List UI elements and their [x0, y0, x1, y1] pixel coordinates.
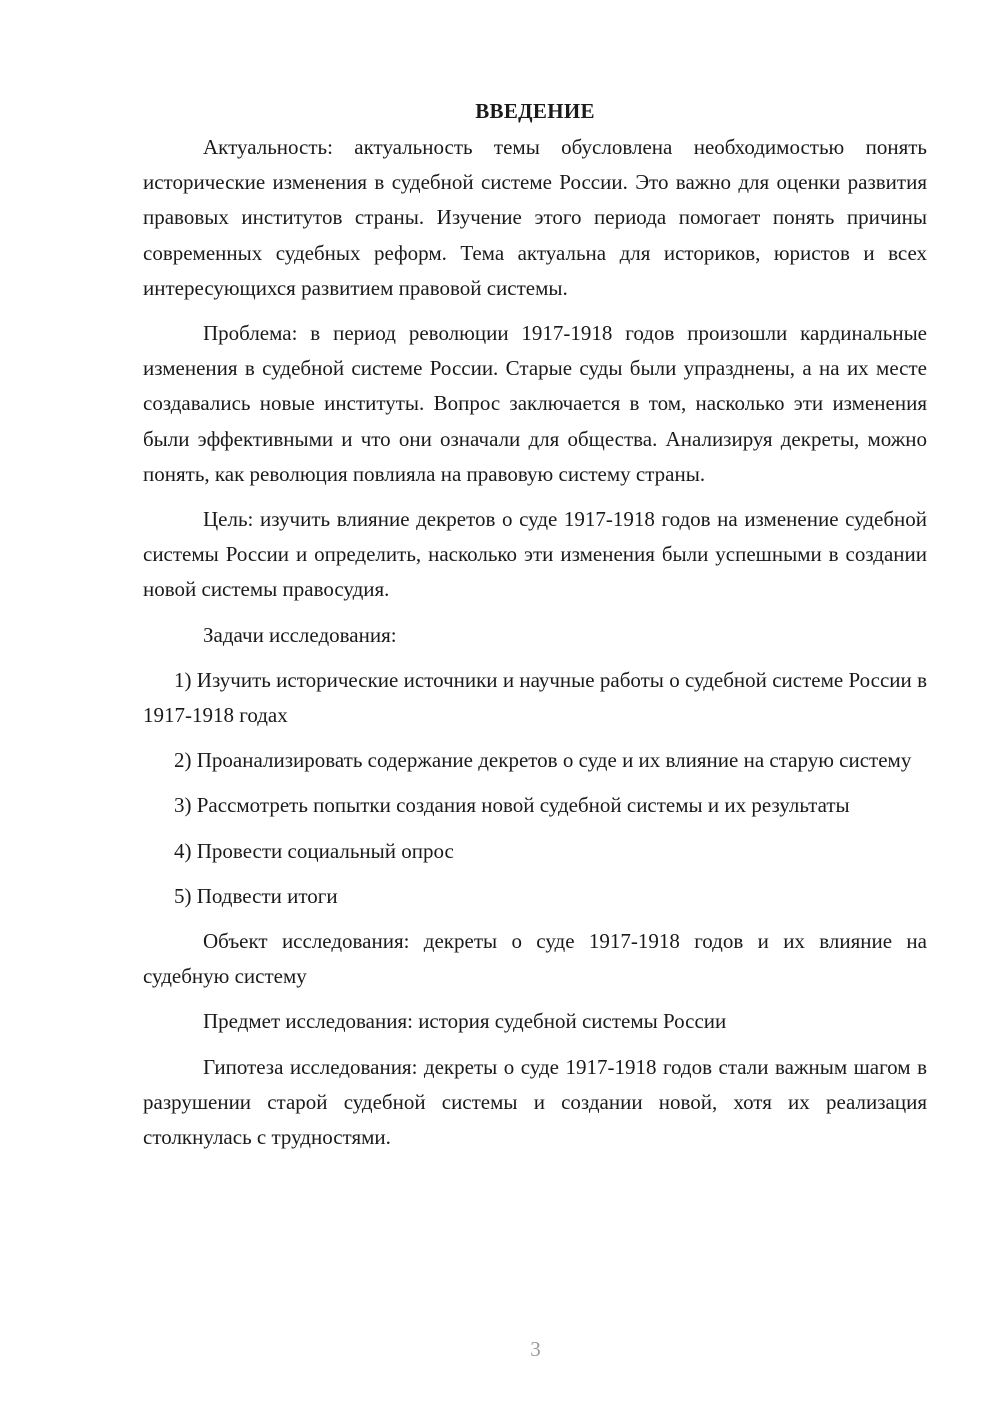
relevance-paragraph: Актуальность: актуальность темы обусловлена необходимостью понять исторические изменения в судебной системе России. Это важно для оценки развития правовых институтов страны. Изучение этого периода помогает понять причины современных судебных реформ. Тема актуальна для историков, юристов и всех интересующихся развитием правовой системы. [143, 135, 927, 300]
task-item-4: 4) Провести социальный опрос [174, 838, 454, 863]
problem-paragraph: Проблема: в период революции 1917-1918 годов произошли кардинальные изменения в судебной системе России. Старые суды были упразднены, а на их месте создавались новые институты. Вопрос заключается в том, насколько эти изменения были эффективными и что они означали для общества. Анализируя декреты, можно понять, как революция повлияла на правовую систему страны. [143, 321, 927, 486]
tasks-heading: Задачи исследования: [203, 622, 397, 647]
task-item-3: 3) Рассмотреть попытки создания новой судебной системы и их результаты [174, 793, 850, 818]
section-title: ВВЕДЕНИЕ [475, 99, 595, 123]
goal-paragraph: Цель: изучить влияние декретов о суде 1917-1918 годов на изменение судебной системы России и определить, насколько эти изменения были успешными в создании новой системы правосудия. [143, 507, 927, 602]
hypothesis-paragraph: Гипотеза исследования: декреты о суде 1917-1918 годов стали важным шагом в разрушении старой судебной системы и создании новой, хотя их реализация столкнулась с трудностями. [143, 1054, 927, 1150]
document-page [143, 96, 927, 1165]
object-paragraph: Объект исследования: декреты о суде 1917-1918 годов и их влияние на судебную систему [143, 929, 927, 989]
task-item-5: 5) Подвести итоги [174, 883, 338, 908]
task-item-1: 1) Изучить исторические источники и научные работы о судебной системе России в 1917-1918 годах [143, 667, 927, 728]
subject-paragraph: Предмет исследования: история судебной системы России [203, 1009, 727, 1034]
page-number: 3 [530, 1337, 541, 1361]
task-item-2: 2) Проанализировать содержание декретов о суде и их влияние на старую систему [174, 748, 912, 773]
